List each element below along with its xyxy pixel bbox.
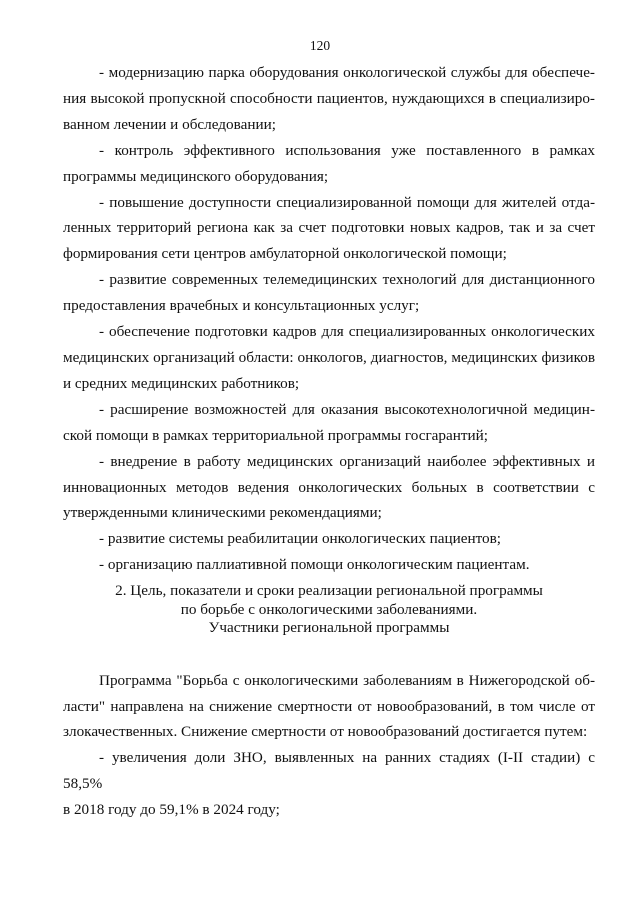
paragraph-spacer (63, 638, 595, 668)
list-item (63, 319, 595, 397)
document-body (63, 60, 595, 823)
text-line: злокачественных. Снижение смертности от новообразований достигается путем: (63, 723, 588, 741)
text-line: утвержденными клиническими рекомендациями; (63, 504, 382, 522)
measure-item (63, 745, 595, 823)
text-line: Программа "Борьба с онкологическими заболеваниям в Нижегородской об- (99, 671, 595, 689)
text-line: предоставления врачебных и консультационных услуг; (63, 297, 420, 315)
text-line: программы медицинского оборудования; (63, 167, 329, 185)
text-line: ванном лечении и обследовании; (63, 115, 276, 133)
text-line: формирования сети центров амбулаторной онкологической помощи; (63, 245, 507, 263)
text-line: - развитие системы реабилитации онкологических пациентов; (99, 530, 502, 548)
section-heading-line: по борьбе с онкологическими заболеваниями. (180, 600, 478, 618)
section-heading (63, 582, 595, 638)
text-line: - увеличения доли ЗНО, выявленных на ранних стадиях (I-II стадии) с 58,5% (63, 749, 595, 793)
list-item (63, 526, 595, 552)
text-line: и средних медицинских работников; (63, 374, 300, 392)
list-item (63, 138, 595, 190)
section-heading-line: Участники региональной программы (208, 619, 450, 637)
text-line: ской помощи в рамках территориальной программы госгарантий; (63, 426, 488, 444)
list-item (63, 397, 595, 449)
text-line: ласти" направлена на снижение смертности от новообразований, в том числе от (63, 697, 595, 715)
text-line: в 2018 году до 59,1% в 2024 году; (63, 801, 280, 819)
text-line: - внедрение в работу медицинских организаций наиболее эффективных и (99, 452, 595, 470)
intro-paragraph (63, 668, 595, 746)
text-line: - развитие современных телемедицинских технологий для дистанционного (99, 271, 595, 289)
text-line: - расширение возможностей для оказания высокотехнологичной медицин- (99, 400, 595, 418)
text-line: - организацию паллиативной помощи онкологическим пациентам. (99, 556, 530, 574)
list-item (63, 449, 595, 527)
list-item (63, 552, 595, 578)
text-line: - контроль эффективного использования уже поставленного в рамках (99, 141, 595, 159)
text-line: - модернизацию парка оборудования онкологической службы для обеспече- (99, 64, 595, 81)
text-line: медицинских организаций области: онкологов, диагностов, медицинских физиков (63, 348, 595, 366)
page-number: 120 (309, 38, 331, 53)
text-line: ленных территорий региона как за счет подготовки новых кадров, так и за счет (63, 219, 595, 237)
list-item (63, 60, 595, 138)
text-line: инновационных методов ведения онкологических больных в соответствии с (63, 478, 595, 496)
list-item (63, 190, 595, 268)
text-line: - обеспечение подготовки кадров для специализированных онкологических (99, 323, 595, 341)
list-item (63, 267, 595, 319)
text-line: - повышение доступности специализированной помощи для жителей отда- (99, 193, 595, 211)
section-heading-line: 2. Цель, показатели и сроки реализации региональной программы (115, 582, 543, 600)
text-line: ния высокой пропускной способности пациентов, нуждающихся в специализиро- (63, 89, 595, 107)
